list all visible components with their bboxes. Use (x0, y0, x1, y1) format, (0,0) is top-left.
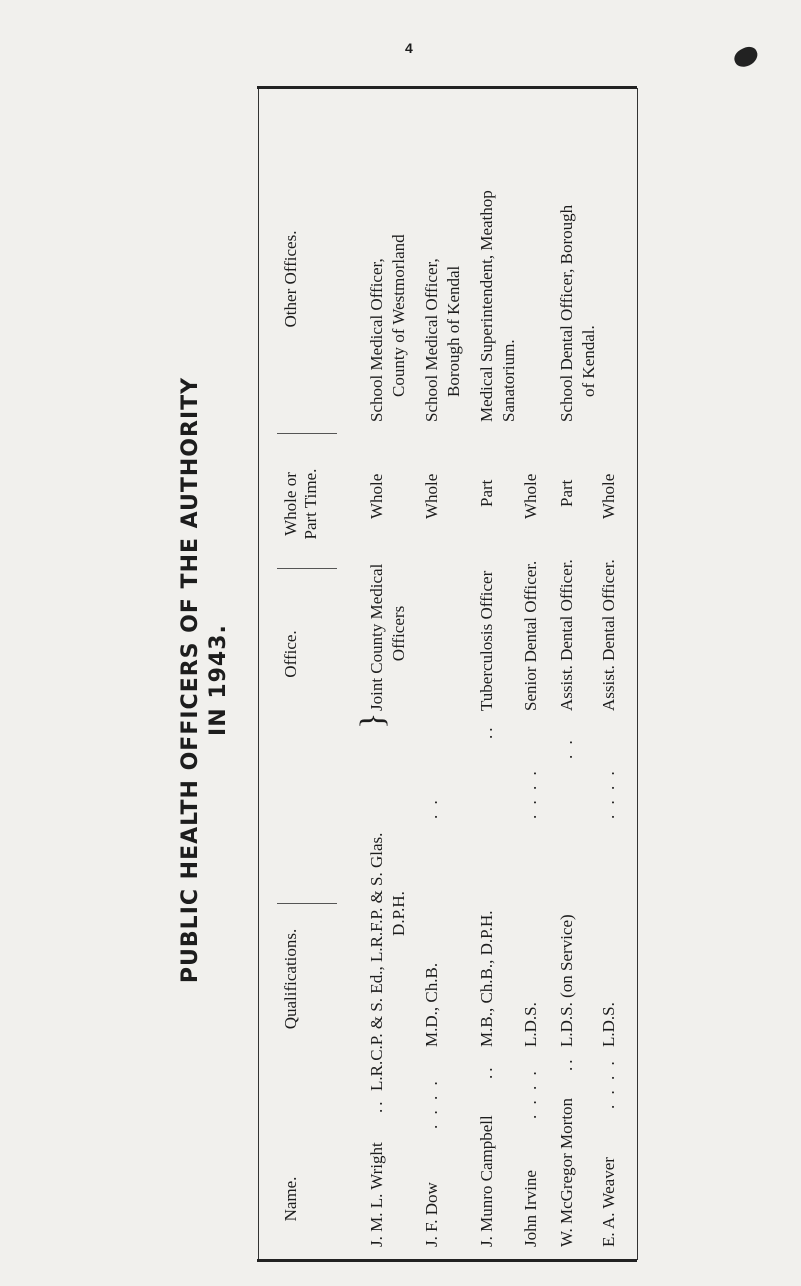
office-cell: Tuberculosis Officer (477, 570, 496, 711)
other-offices-cell: School Medical Officer, (367, 258, 386, 422)
other-offices-cell-line-2: of Kendal. (579, 325, 598, 397)
header-qualifications: Qualifications. (281, 928, 300, 1030)
other-offices-cell-line-2: Borough of Kendal (444, 265, 463, 397)
name-cell: J. F. Dow (422, 1182, 441, 1247)
other-offices-cell: School Dental Officer, Borough (557, 204, 576, 422)
header-name: Name. (281, 1176, 300, 1222)
leader-dots: . . . . (521, 768, 540, 819)
column-rule (277, 433, 337, 434)
office-cell-line-2: Officers (389, 605, 408, 662)
qualifications-cell: L.D.S. (599, 1002, 618, 1047)
leader-dots: .. (557, 1056, 576, 1071)
leader-dots: .. (477, 724, 496, 739)
column-rule (277, 568, 337, 569)
office-cell: Senior Dental Officer. (521, 560, 540, 711)
table-bottom-rule (257, 1259, 637, 1262)
heading-line-1: PUBLIC HEALTH OFFICERS OF THE AUTHORITY (178, 376, 203, 984)
leader-dots: . . (422, 797, 441, 819)
leader-dots: . . . . (599, 768, 618, 819)
qualifications-cell: L.D.S. (521, 1002, 540, 1047)
officers-table (259, 87, 639, 1259)
header-other-offices: Other Offices. (281, 230, 300, 328)
office-cell: Joint County Medical (367, 563, 386, 711)
time-cell: Part (477, 479, 496, 507)
leader-dots: .. (477, 1064, 496, 1079)
other-offices-cell-line-2: Sanatorium. (499, 339, 518, 422)
name-cell: W. McGregor Morton (557, 1097, 576, 1247)
time-cell: Whole (367, 473, 386, 519)
name-cell: E. A. Weaver (599, 1157, 618, 1247)
other-offices-cell: Medical Superintendent, Meathop (477, 190, 496, 422)
office-cell: Assist. Dental Officer. (599, 559, 618, 711)
name-cell: John Irvine (521, 1170, 540, 1247)
other-offices-cell: School Medical Officer, (422, 258, 441, 422)
brace: } (354, 712, 391, 729)
leader-dots: . . . . (422, 1078, 441, 1129)
header-office: Office. (281, 630, 300, 678)
leader-dots: .. (367, 1098, 386, 1113)
leader-dots: . . . . (521, 1068, 540, 1119)
leader-dots: . . . . (599, 1058, 618, 1109)
qualifications-cell: M.D., Ch.B. (422, 962, 441, 1047)
time-cell: Part (557, 479, 576, 507)
header-whole-or-part-time-line-2: Part Time. (301, 468, 320, 540)
qualifications-cell: M.B., Ch.B., D.P.H. (477, 910, 496, 1047)
name-cell: J. M. L. Wright (367, 1142, 386, 1247)
qualifications-cell: L.D.S. (on Service) (557, 914, 576, 1047)
qualifications-cell-line-2: D.P.H. (389, 891, 408, 936)
page-number: 4 (405, 40, 413, 56)
office-cell: Assist. Dental Officer. (557, 559, 576, 711)
leader-dots: . . (557, 737, 576, 759)
name-cell: J. Munro Campbell (477, 1115, 496, 1247)
header-whole-or-part-time-line-1: Whole or (281, 472, 300, 536)
qualifications-cell: L.R.C.P. & S. Ed., L.R.F.P. & S. Glas. (367, 832, 386, 1091)
heading-line-2: IN 1943. (206, 624, 231, 736)
header-whole-or-part-time (281, 444, 321, 564)
ink-blot (731, 44, 760, 70)
time-cell: Whole (422, 473, 441, 519)
time-cell: Whole (599, 473, 618, 519)
time-cell: Whole (521, 473, 540, 519)
other-offices-cell-line-2: County of Westmorland (389, 234, 408, 397)
